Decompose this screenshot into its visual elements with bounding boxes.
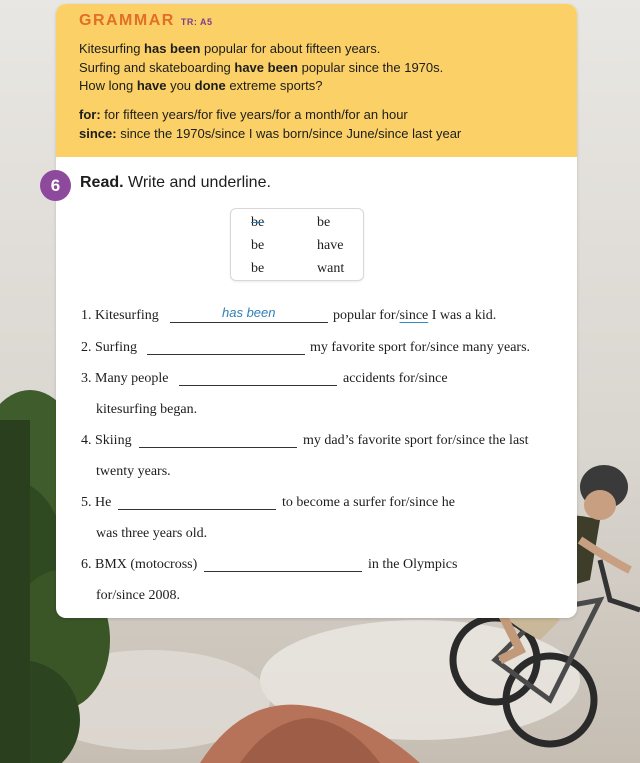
question-2-start: 2. Surfing [81, 340, 137, 355]
question-6-start: 6. BMX (motocross) [81, 557, 198, 572]
grammar-for-line: for: for fifteen years/for five years/for a month/for an hour [79, 107, 408, 122]
grammar-example-2: Surfing and skateboarding have been popular since the 1970s. [79, 60, 444, 75]
question-6-end: in the Olympics [368, 557, 458, 572]
question-3-end: accidents for/since [343, 371, 448, 386]
question-5-start: 5. He [81, 495, 112, 510]
question-5-end: to become a surfer for/since he [282, 495, 455, 510]
question-4-blank[interactable] [139, 447, 297, 448]
track-label: TR: A5 [180, 17, 213, 27]
question-2-end: my favorite sport for/since many years. [310, 340, 531, 355]
question-3-start: 3. Many people [81, 371, 169, 386]
question-4-cont: twenty years. [96, 464, 171, 479]
grammar-example-3: How long have you done extreme sports? [79, 78, 323, 93]
question-6-cont: for/since 2008. [96, 588, 180, 603]
question-4-start: 4. Skiing [81, 433, 132, 448]
word-item: have [317, 238, 344, 253]
word-item: be [317, 215, 331, 230]
word-crossed: be [251, 215, 265, 230]
question-1-start: 1. Kitesurfing [81, 308, 159, 323]
grammar-example-1: Kitesurfing has been popular for about fifteen years. [79, 41, 381, 56]
word-item: want [317, 261, 345, 276]
word-item: be [251, 261, 265, 276]
exercise-number-badge: 6 [40, 170, 71, 201]
question-3-blank[interactable] [179, 385, 337, 386]
grammar-box [56, 4, 577, 157]
question-1-end: popular for/since I was a kid. [333, 308, 497, 323]
underlined-choice: since [399, 308, 429, 323]
exercise-title: Read. Write and underline. [80, 174, 271, 191]
question-5-blank[interactable] [118, 509, 276, 510]
question-4-end: my dad’s favorite sport for/since the last [303, 433, 529, 448]
question-6-blank[interactable] [204, 571, 362, 572]
question-1-blank[interactable] [170, 322, 328, 323]
word-item: be [251, 238, 265, 253]
question-5-cont: was three years old. [96, 526, 208, 541]
word-box [230, 208, 364, 281]
question-1-answer: has been [222, 305, 276, 320]
grammar-since-line: since: since the 1970s/since I was born/since June/since last year [79, 126, 462, 141]
question-3-cont: kitesurfing began. [96, 402, 198, 417]
question-2-blank[interactable] [147, 354, 305, 355]
grammar-title: GRAMMAR TR: A5 [79, 12, 213, 29]
